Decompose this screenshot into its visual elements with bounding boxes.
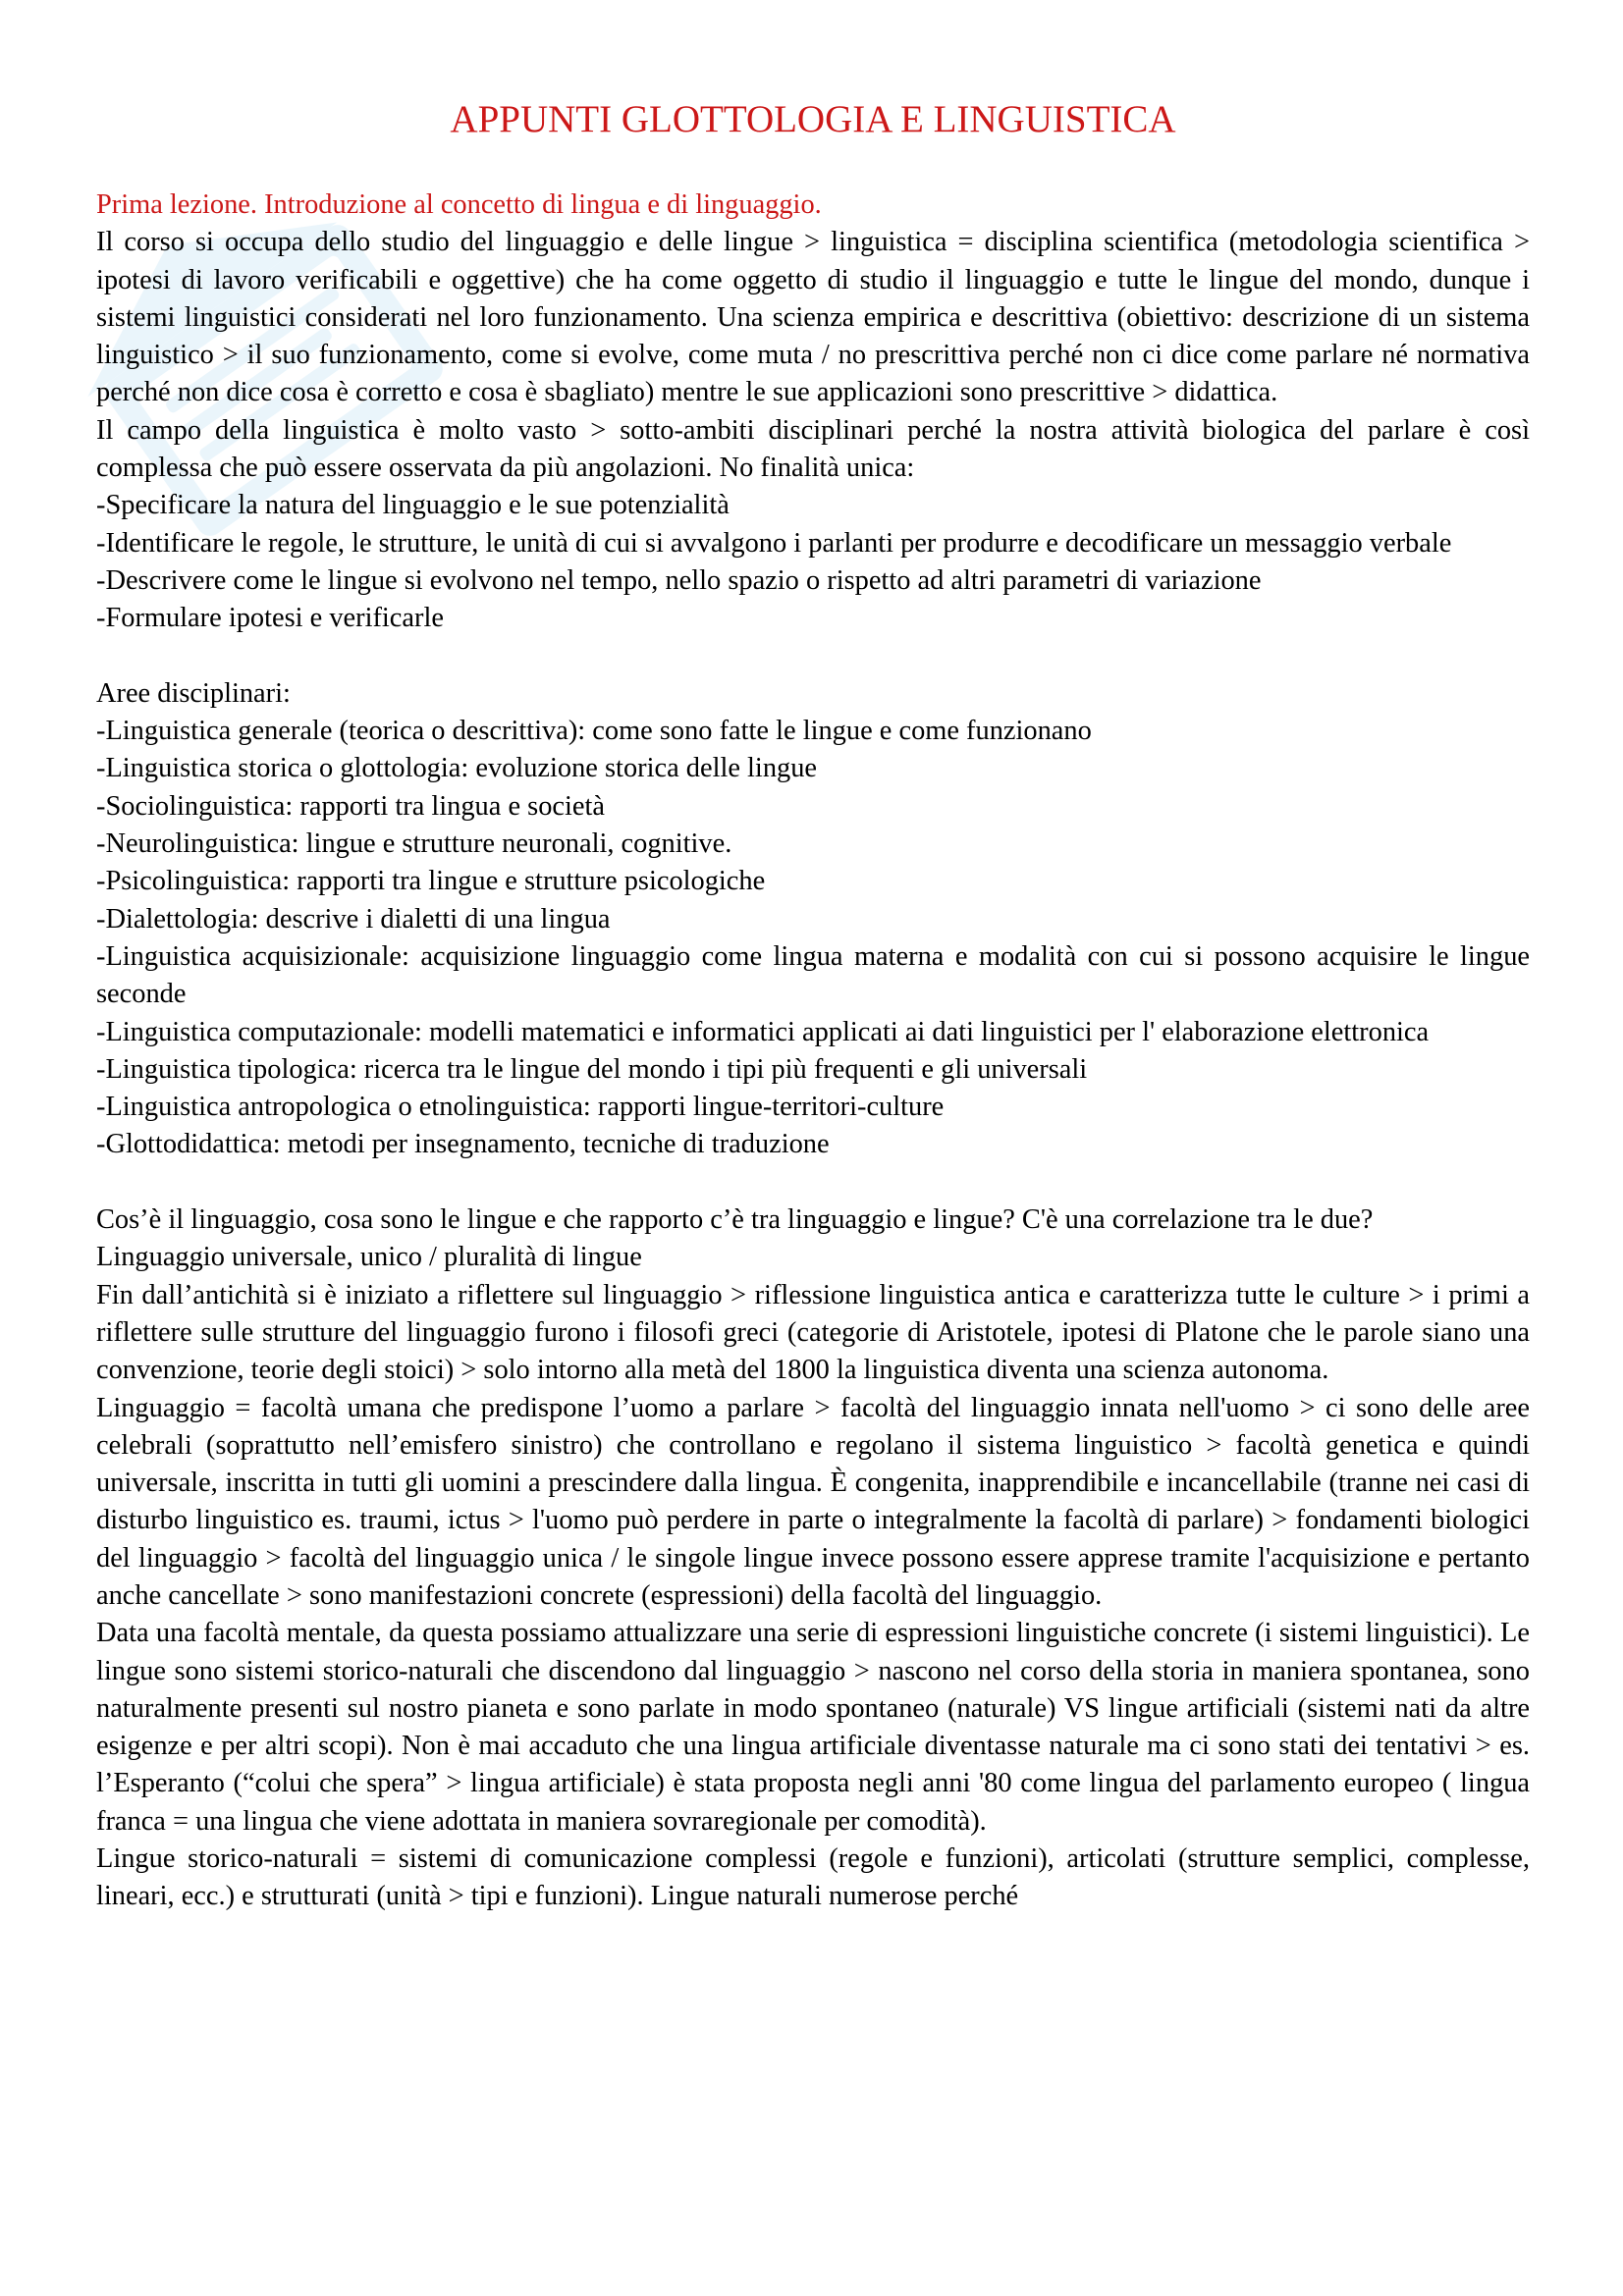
goal-item: -Specificare la natura del linguaggio e le sue potenzialità: [96, 490, 730, 521]
area-item: -Linguistica generale (teorica o descrittiva): come sono fatte le lingue e come funzionano: [96, 716, 1092, 747]
area-item: -Linguistica storica o glottologia: evoluzione storica delle lingue: [96, 753, 818, 784]
area-item: -Glottodidattica: metodi per insegnamento, tecniche di traduzione: [96, 1129, 830, 1160]
body-paragraph: Lingue storico-naturali = sistemi di comunicazione complessi (regole e funzioni), articolati (strutture semplici, complesse, lineari, ecc.) e strutturati (unità > tipi e funzioni). Lingue naturali numerose perché: [96, 1843, 1530, 1912]
area-item: -Dialettologia: descrive i dialetti di una lingua: [96, 903, 611, 934]
spacer: [96, 638, 1530, 675]
body-paragraph: Linguaggio = facoltà umana che predispone l’uomo a parlare > facoltà del linguaggio innata nell'uomo > ci sono delle aree celebrali (soprattutto nell’emisfero sinistro) che controllano e regolano il sistema linguistico > facoltà genetica e quindi universale, inscritta in tutti gli uomini a prescindere dalla lingua. È congenita, inapprendibile e incancellabile (tranne nei casi di disturbo linguistico es. traumi, ictus > l'uomo può perdere in parte o integralmente la facoltà di parlare) > fondamenti biologici del linguaggio > facoltà del linguaggio unica / le singole lingue invece possono essere apprese tramite l'acquisizione e pertanto anche cancellate > sono manifestazioni concrete (espressioni) della facoltà del linguaggio.: [96, 1392, 1530, 1611]
area-item: -Neurolinguistica: lingue e strutture neuronali, cognitive.: [96, 828, 732, 860]
page-title: APPUNTI GLOTTOLOGIA E LINGUISTICA: [450, 98, 1176, 140]
goal-item: -Descrivere come le lingue si evolvono nel tempo, nello spazio o rispetto ad altri parametri di variazione: [96, 564, 1262, 596]
intro-paragraph: Il corso si occupa dello studio del linguaggio e delle lingue > linguistica = disciplina scientifica (metodologia scientifica > ipotesi di lavoro verificabili e oggettive) che ha come oggetto di studio il linguaggio e tutte le lingue del mondo, dunque i sistemi linguistici considerati nel loro funzionamento. Una scienza empirica e descrittiva (obiettivo: descrizione di un sistema linguistico > il suo funzionamento, come si evolve, come muta / no prescrittiva perché non ci dice come parlare né normativa perché non dice cosa è corretto e cosa è sbagliato) mentre le sue applicazioni sono prescrittive > didattica.: [96, 227, 1530, 408]
spacer: [96, 1164, 1530, 1201]
document-body: [96, 90, 1530, 1916]
body-paragraph: Fin dall’antichità si è iniziato a riflettere sul linguaggio > riflessione linguistica antica e caratterizza tutte le culture > i primi a riflettere sulle strutture del linguaggio furono i filosofi greci (categorie di Aristotele, ipotesi di Platone che le parole siano una convenzione, teorie degli stoici) > solo intorno alla metà del 1800 la linguistica diventa una scienza autonoma.: [96, 1279, 1530, 1386]
question-paragraph: Cos’è il linguaggio, cosa sono le lingue e che rapporto c’è tra linguaggio e lingue? C'è una correlazione tra le due?: [96, 1204, 1374, 1236]
area-item: -Linguistica computazionale: modelli matematici e informatici applicati ai dati linguistici per l' elaborazione elettronica: [96, 1016, 1430, 1047]
goal-item: -Identificare le regole, le strutture, le unità di cui si avvalgono i parlanti per produrre e decodificare un messaggio verbale: [96, 527, 1452, 559]
area-item: -Linguistica acquisizionale: acquisizione linguaggio come lingua materna e modalità con cui si possono acquisire le lingue seconde: [96, 940, 1530, 1010]
area-item: -Psicolinguistica: rapporti tra lingue e strutture psicologiche: [96, 866, 766, 897]
area-item: -Linguistica tipologica: ricerca tra le lingue del mondo i tipi più frequenti e gli universali: [96, 1053, 1088, 1085]
areas-heading: Aree disciplinari:: [96, 677, 291, 709]
lecture-title: Prima lezione. Introduzione al concetto di lingua e di linguaggio.: [96, 189, 822, 220]
goal-item: -Formulare ipotesi e verificarle: [96, 603, 444, 634]
subheading: Linguaggio universale, unico / pluralità di lingue: [96, 1242, 642, 1273]
area-item: -Linguistica antropologica o etnolinguistica: rapporti lingue-territori-culture: [96, 1092, 945, 1123]
intro-paragraph: Il campo della linguistica è molto vasto > sotto-ambiti disciplinari perché la nostra attività biologica del parlare è così complessa che può essere osservata da più angolazioni. No finalità unica:: [96, 414, 1530, 484]
body-paragraph: Data una facoltà mentale, da questa possiamo attualizzare una serie di espressioni linguistiche concrete (i sistemi linguistici). Le lingue sono sistemi storico-naturali che discendono dal linguaggio > nascono nel corso della storia in maniera spontanea, sono naturalmente presenti sul nostro pianeta e sono parlate in modo spontaneo (naturale) VS lingue artificiali (sistemi nati da altre esigenze e per altri scopi). Non è mai accaduto che una lingua artificiale diventasse naturale ma ci sono stati dei tentativi > es. l’Esperanto (“colui che spera” > lingua artificiale) è stata proposta negli anni '80 come lingua del parlamento europeo ( lingua franca = una lingua che viene adottata in maniera sovraregionale per comodità).: [96, 1618, 1530, 1837]
area-item: -Sociolinguistica: rapporti tra lingua e società: [96, 790, 605, 822]
